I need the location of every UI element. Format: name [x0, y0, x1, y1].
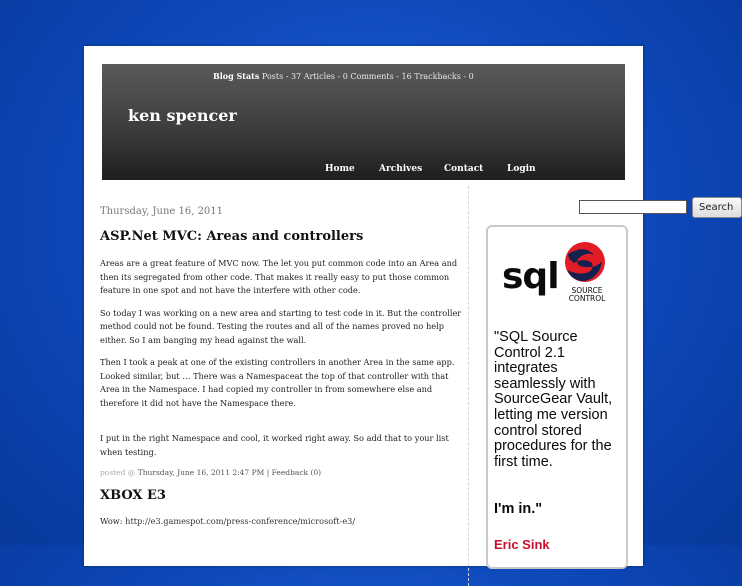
column-divider [468, 186, 469, 586]
post-date: Thursday, June 16, 2011 [100, 206, 224, 217]
post-timestamp[interactable]: Thursday, June 16, 2011 2:47 PM [137, 468, 265, 477]
blog-header [102, 64, 625, 180]
post-paragraph: I put in the right Namespace and cool, it worked right away. So add that to your list when testing. [100, 433, 449, 457]
feedback-link[interactable]: Feedback (0) [271, 468, 322, 477]
post-title[interactable]: XBOX E3 [100, 488, 166, 503]
blog-stats-values: Posts - 37 Articles - 0 Comments - 16 Trackbacks - 0 [261, 72, 474, 81]
logo-subtitle [565, 287, 609, 303]
source-control-swirl-icon [564, 241, 606, 283]
blog-stats [213, 71, 474, 81]
post-title[interactable]: ASP.Net MVC: Areas and controllers [100, 229, 364, 244]
post-paragraph: Areas are a great feature of MVC now. The let you put common code into an Area and then its segregated from other code. That makes it really easy to put those common feature in one spot and not have the interfere with other code. [100, 258, 458, 295]
search-button[interactable]: Search [692, 197, 742, 218]
footer-separator: | [264, 468, 272, 477]
post [100, 488, 464, 526]
blog-title[interactable]: ken spencer [128, 106, 237, 125]
e3-link[interactable]: http://e3.gamespot.com/press-conference/microsoft-e3/ [125, 516, 356, 526]
logo-text: sql [502, 256, 559, 297]
sql-source-control-logo [502, 241, 614, 307]
testimonial-tagline: I'm in." [494, 501, 543, 517]
nav-home[interactable]: Home [325, 164, 355, 174]
posted-at-label: posted @ [100, 468, 136, 477]
post-label: Wow: [100, 516, 123, 526]
main-content [100, 206, 464, 526]
post-paragraph: So today I was working on a new area and starting to test code in it. But the controller method could not be found. Testing the routes and all of the names proved no help either. So I am banging my head against the wall. [100, 307, 462, 345]
post [100, 229, 464, 477]
post-paragraph [100, 516, 464, 526]
nav-contact[interactable]: Contact [444, 164, 484, 174]
logo-sub-source: SOURCE [571, 286, 603, 295]
nav-archives[interactable]: Archives [379, 164, 423, 174]
sql-source-control-ad[interactable] [486, 225, 628, 569]
blog-stats-label: Blog Stats [213, 71, 260, 81]
post-paragraph: Then I took a peak at one of the existing controllers in another Area in the same app. Looked similar, but … There was a Namespaceat the top of that controller with that Area in the Namespace. I had copied my controller in from somewhere else and therefore it did not have the Namespace there. [100, 357, 455, 408]
nav-login[interactable]: Login [507, 164, 536, 174]
logo-sub-control: CONTROL [568, 294, 606, 303]
testimonial-quote: "SQL Source Control 2.1 integrates seamlessly with SourceGear Vault, letting me version control stored procedures for the first time. [494, 329, 613, 470]
search-input[interactable] [579, 200, 687, 214]
testimonial-author: Eric Sink [494, 537, 550, 552]
post-footer [100, 468, 464, 477]
